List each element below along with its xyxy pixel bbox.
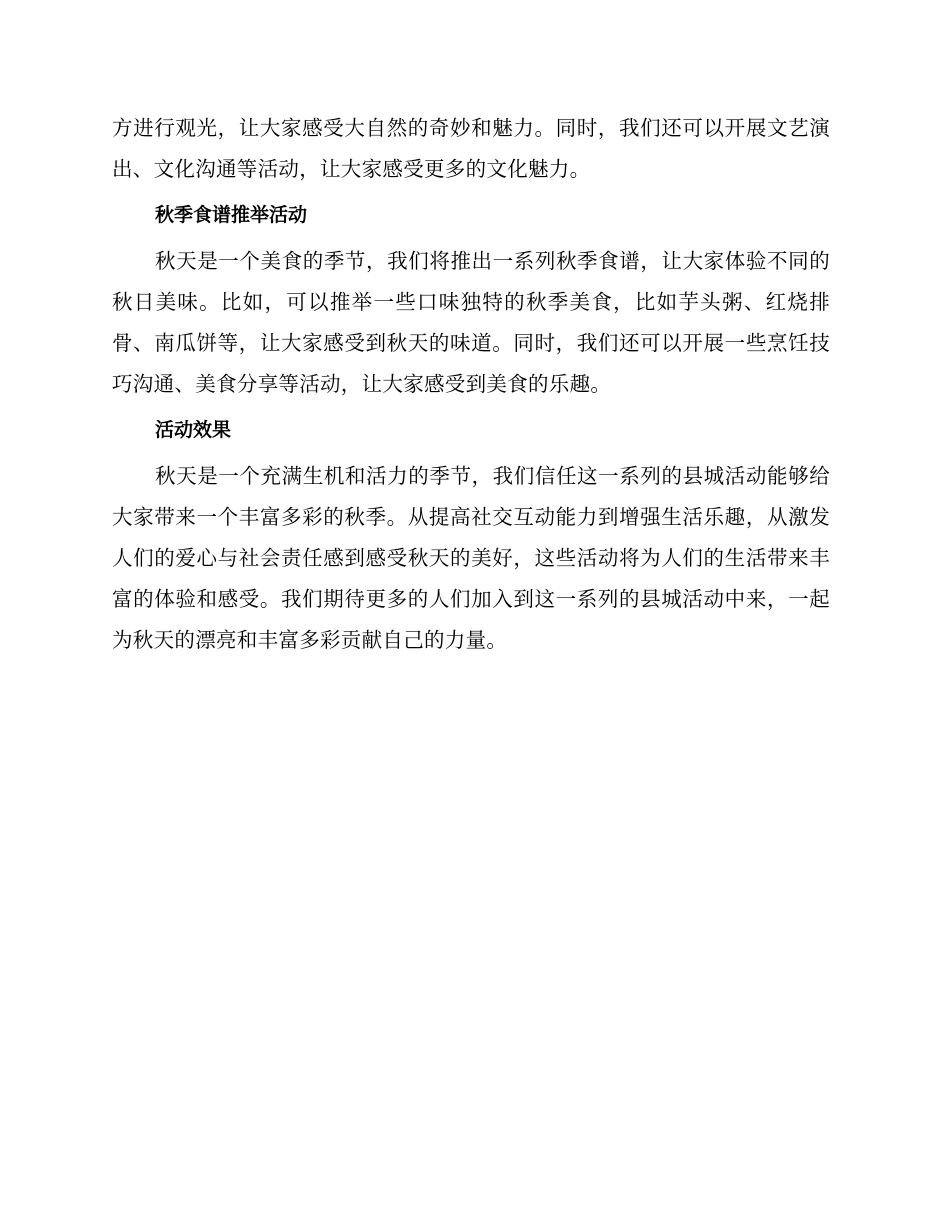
section-heading-activity-effects: 活动效果 — [155, 419, 232, 441]
document-body — [112, 108, 830, 661]
section-paragraph-activity-effects: 秋天是一个充满生机和活力的季节，我们信任这一系列的县城活动能够给大家带来一个丰富多彩的秋季。从提高社交互动能力到增强生活乐趣，从激发人们的爱心与社会责任感到感受秋天的美好，这些活动将为人们的生活带来丰富的体验和感受。我们期待更多的人们加入到这一系列的县城活动中来，一起为秋天的漂亮和丰富多彩贡献自己的力量。 — [112, 464, 830, 652]
intro-paragraph: 方进行观光，让大家感受大自然的奇妙和魅力。同时，我们还可以开展文艺演出、文化沟通等活动，让大家感受更多的文化魅力。 — [112, 116, 830, 181]
section-paragraph-autumn-recipes: 秋天是一个美食的季节，我们将推出一系列秋季食谱，让大家体验不同的秋日美味。比如，可以推举一些口味独特的秋季美食，比如芋头粥、红烧排骨、南瓜饼等，让大家感受到秋天的味道。同时，我们还可以开展一些烹饪技巧沟通、美食分享等活动，让大家感受到美食的乐趣。 — [112, 249, 830, 396]
section-heading-autumn-recipes: 秋季食谱推举活动 — [155, 204, 308, 226]
